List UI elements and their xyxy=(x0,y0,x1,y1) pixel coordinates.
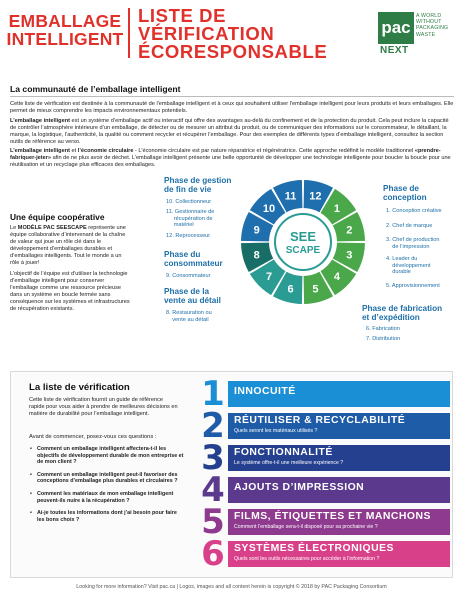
step-bar xyxy=(228,413,450,439)
phase-design-title-2: conception xyxy=(383,192,427,202)
page-title-line3: ÉCORESPONSABLE xyxy=(138,41,328,62)
phase-consumer-title-2: consommateur xyxy=(164,258,223,268)
wheel-number-10: 10 xyxy=(262,203,276,216)
step-bar xyxy=(228,381,450,407)
team-paragraph-2: L’objectif de l’équipe est d’utiliser la technologie d’emballage intelligent pour conserver l’emballage comme une ressource précieuse dans un système en boucle fermée sans conséquence sur les systèmes et infrastructures de récupération existants. xyxy=(10,271,130,312)
team-model-name: MODÈLE PAC SEESCAPE xyxy=(17,225,87,231)
phase-design-item-4: 4. Leader du développement durable xyxy=(386,256,431,276)
list-item: • Ai-je toutes les informations dont j’ai besoin pour faire les bons choix ? xyxy=(29,510,184,523)
definition-term: L’emballage intelligent xyxy=(10,117,70,124)
step-number: 6 xyxy=(201,534,225,574)
question-list xyxy=(29,446,184,529)
phase-mfg-title-2: et d’expédition xyxy=(362,312,420,322)
wheel-number-6: 6 xyxy=(287,283,294,296)
step-bar xyxy=(228,477,450,503)
phase-end-title-2: de fin de vie xyxy=(164,184,212,194)
step-subtitle: Le système offre-t-il une meilleure expérience ? xyxy=(234,460,344,466)
left-title xyxy=(6,12,124,48)
circular-join: et xyxy=(70,148,78,155)
step-number: 1 xyxy=(201,374,225,414)
circular-term-3: «prendre-fabriquer-jeter» xyxy=(10,148,441,162)
section-heading: La communauté de l’emballage intelligent xyxy=(10,84,454,97)
phase-design-item-1: 1. Conception créative xyxy=(386,208,442,214)
phase-mfg-item-6: 6. Fabrication xyxy=(366,326,400,332)
step-title: FONCTIONNALITÉ xyxy=(234,447,333,458)
logo-tagline-2: WITHOUT xyxy=(416,19,442,26)
checklist-step-5 xyxy=(198,502,450,542)
team-pre: Le xyxy=(10,225,18,231)
phase-end-title-1: Phase de gestion xyxy=(164,176,232,185)
step-title: FILMS, ÉTIQUETTES ET MANCHONS xyxy=(234,511,431,522)
phase-design-item-3: 3. Chef de production de l’impression xyxy=(386,237,440,250)
wheel-number-4: 4 xyxy=(333,270,341,283)
team-paragraph-1 xyxy=(10,225,132,266)
phase-design-item-5: 5. Approvisionnement xyxy=(386,283,440,289)
wheel-number-11: 11 xyxy=(284,190,297,203)
step-subtitle: Quels sont les outils nécessaires pour accéder à l’information ? xyxy=(234,556,380,562)
phase-retail-item-8: 8. Restauration ou vente au détail xyxy=(166,310,212,323)
circular-text: - L’économie circulaire est par nature réparatrice et régénératrice. Cette approche redéfinit le modèle traditionnel xyxy=(133,148,415,155)
step-title: SYSTÈMES ÉLECTRONIQUES xyxy=(234,543,394,554)
step-number: 4 xyxy=(201,470,225,510)
logo-tagline xyxy=(416,13,462,38)
circular-text-end: afin de ne plus avoir de déchet. L’emballage intelligent présente une belle opportunité de développer une technologie intelligente pour boucler la boucle pour une réutilisation et un recyclage plus efficaces des emballages. xyxy=(10,155,451,169)
left-title-line1: EMBALLAGE xyxy=(8,11,122,31)
pac-logo: pac xyxy=(378,12,414,44)
circular-paragraph xyxy=(10,148,454,169)
step-number: 3 xyxy=(201,438,225,478)
step-bar xyxy=(228,509,450,535)
checklist-step-2 xyxy=(198,406,450,446)
next-logo-text: NEXT xyxy=(380,45,409,56)
footer: Looking for more information? Visit pac.ca | Logos, images and all content herein is copyright © 2018 by PAC Packaging Consortium xyxy=(76,584,387,590)
wheel-center-text-2: SCAPE xyxy=(285,245,321,256)
checklist-step-4 xyxy=(198,470,450,510)
wheel-number-12: 12 xyxy=(309,190,322,203)
phase-design-title-1: Phase de xyxy=(383,184,419,193)
checklist-step-1 xyxy=(198,374,450,414)
phase-end-item-10: 10. Collectionneur xyxy=(166,199,212,205)
intro-section xyxy=(10,84,454,172)
phase-retail-title-1: Phase de la xyxy=(164,287,210,296)
wheel-number-5: 5 xyxy=(312,283,319,296)
seescape-wheel xyxy=(136,175,462,350)
phase-design-item-2: 2. Chef de marque xyxy=(386,223,433,229)
intro-paragraph: Cette liste de vérification est destinée à la communauté de l'emballage intelligent et à ceux qui souhaitent utiliser l'emballage intelligent pour leurs produits et leurs emballages. Elle permet de mieux comprendre les impacts environnementaux potentiels. xyxy=(10,101,454,114)
checklist-step-6 xyxy=(198,534,450,574)
left-title-line2: INTELLIGENT xyxy=(6,29,124,49)
step-subtitle: Quels seront les matériaux utilisés ? xyxy=(234,428,318,434)
phase-retail-title-2: vente au détail xyxy=(164,295,221,305)
phase-end-item-12: 12. Reprocesseur xyxy=(166,233,211,239)
circular-term-2: l’économie circulaire xyxy=(77,148,134,155)
definition-paragraph xyxy=(10,118,454,146)
phase-design-title xyxy=(383,185,427,202)
phase-consumer-item-9: 9. Consommateur xyxy=(166,273,211,279)
wheel-number-2: 2 xyxy=(346,224,353,237)
checklist-intro: Cette liste de vérification fournit un guide de référence rapide pour vous aider à prendre de meilleures décisions en matière de durabilité pour l’emballage intelligent. xyxy=(29,397,178,417)
checklist-before: Avant de commencer, posez-vous ces questions : xyxy=(29,434,157,440)
team-heading: Une équipe coopérative xyxy=(10,212,105,222)
page-title xyxy=(138,7,370,61)
logo-tagline-1: A WORLD xyxy=(416,13,442,19)
step-number: 5 xyxy=(201,502,225,542)
step-title: AJOUTS D’IMPRESSION xyxy=(234,482,365,493)
phase-end-title xyxy=(164,177,231,194)
step-subtitle: Comment l’emballage sera-t-il disposé pour sa prochaine vie ? xyxy=(234,524,378,530)
step-number: 2 xyxy=(201,406,225,446)
logo-tagline-4: WASTE xyxy=(416,31,436,38)
checklist-section xyxy=(10,371,453,578)
wheel-number-7: 7 xyxy=(265,270,273,283)
checklist-steps xyxy=(198,374,450,574)
wheel-graphic xyxy=(238,177,368,307)
team-text: représente une équipe collaborative d’intervenant de la chaîne de valeur qui joue un rôle clé dans le développement d’emballages durables et d’emballages intelligents. Tout le monde a un rôle à jouer! xyxy=(10,225,126,266)
phase-consumer-title xyxy=(164,251,223,268)
page-title-line1: LISTE DE xyxy=(138,5,227,26)
phase-retail-title xyxy=(164,288,221,305)
phase-mfg-title xyxy=(362,305,442,322)
wheel-number-1: 1 xyxy=(333,203,341,216)
header-divider xyxy=(128,8,130,58)
step-title: INNOCUITÉ xyxy=(234,386,296,397)
wheel-number-3: 3 xyxy=(346,249,353,262)
phase-mfg-title-1: Phase de fabrication xyxy=(362,304,443,313)
header xyxy=(0,0,463,75)
step-bar xyxy=(228,445,450,471)
phase-mfg-item-7: 7. Distribution xyxy=(366,336,401,342)
step-bar xyxy=(228,541,450,567)
step-title: RÉUTILISER & RECYCLABILITÉ xyxy=(234,415,406,426)
wheel-number-8: 8 xyxy=(253,249,260,262)
list-item: • Comment un emballage intelligent peut-il favoriser des conceptions d’emballage plus durables et circulaires ? xyxy=(29,472,184,485)
circular-term-1: L’emballage intelligent xyxy=(10,148,70,155)
wheel-number-9: 9 xyxy=(253,224,260,237)
checklist-step-3 xyxy=(198,438,450,478)
team-section xyxy=(10,212,132,318)
page-title-line2: VÉRIFICATION xyxy=(138,23,275,44)
list-item: • Comment un emballage intelligent affectera-t-il les objectifs de développement durable de mon entreprise et de mon client ? xyxy=(29,446,184,466)
phase-consumer-title-1: Phase du xyxy=(164,250,201,259)
definition-text: est un système d’emballage actif ou interactif qui offre des avantages au-delà du confinement et de la protection du produit. Cela peut inclure la capacité de contrôler l’atmosphère intérieure d’un emballage, de détecter ou de mesurer un attribut du produit, ou de communiquer des informations sur le consommateur, le détaillant, la marque, la logistique, l’authenticité, la qualité ou comment recycler et récupérer l’emballage. Pour des exemples de différents types d’emballage intelligent, consultez la section outils de référence au verso. xyxy=(10,117,449,145)
logo-tagline-3: PACKAGING xyxy=(416,25,449,32)
checklist-heading: La liste de vérification xyxy=(29,382,130,393)
list-item: • Comment les matériaux de mon emballage intelligent peuvent-ils nuire à la récupération ? xyxy=(29,491,184,504)
wheel-center-text-1: SEE xyxy=(289,229,317,244)
phase-end-item-11: 11. Gestionnaire de récupération de matériel xyxy=(166,209,215,229)
